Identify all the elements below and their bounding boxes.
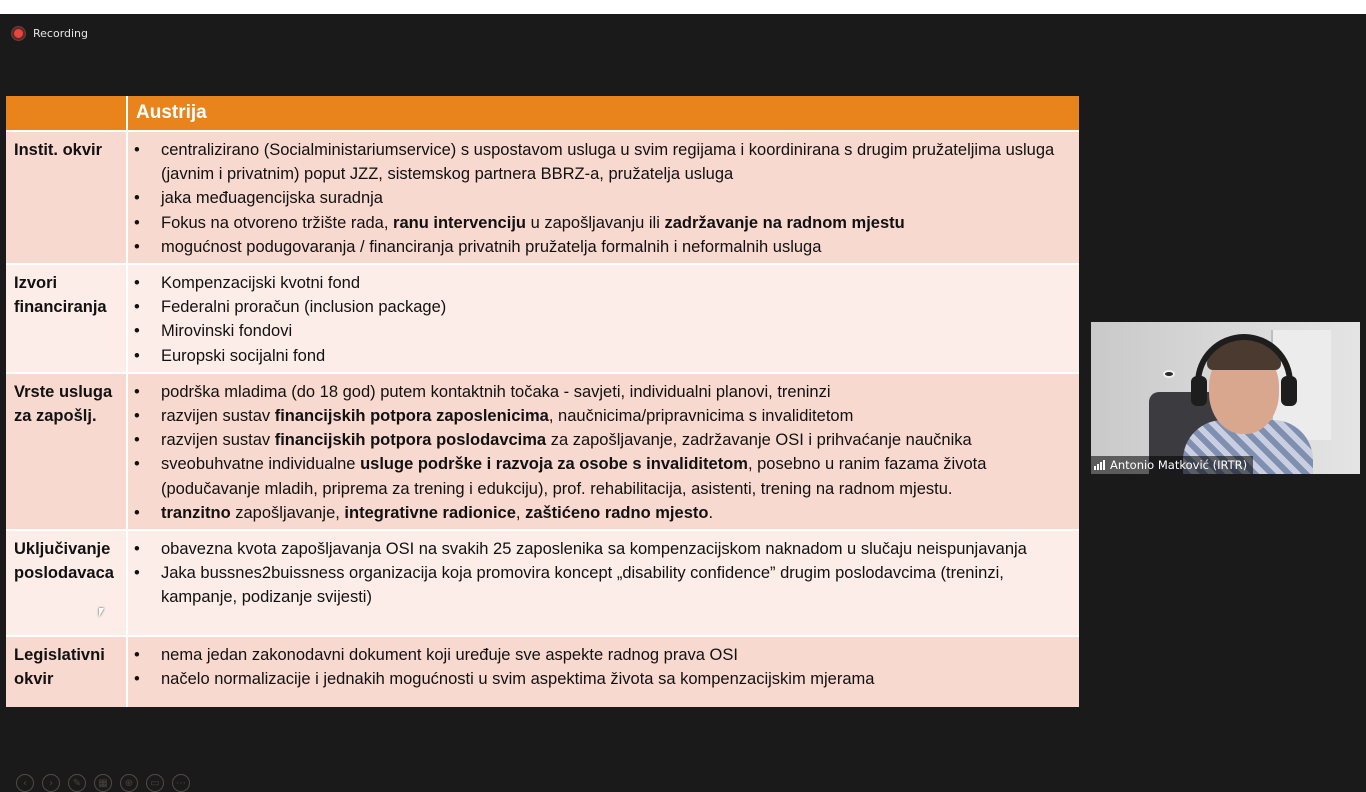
table-row-ukljucivanje-poslodavaca	[6, 530, 1079, 636]
bullet-item	[134, 561, 1073, 609]
row-content	[127, 530, 1079, 636]
bullet-item	[134, 380, 1073, 404]
row-label: Legislativni okvir	[6, 636, 127, 707]
bullet-list	[134, 643, 1073, 691]
headset-left-ear	[1191, 376, 1207, 406]
row-label: Uključivanje poslodavaca	[6, 530, 127, 636]
bullet-text: , naučnicima/pripravnicima s invaliditetom	[548, 407, 854, 426]
bullet-text: zapošljavanje,	[230, 503, 345, 522]
bullet-item	[134, 138, 1073, 186]
signal-bars-icon	[1094, 460, 1105, 470]
bullet-item	[134, 211, 1073, 235]
top-bar	[0, 0, 1366, 14]
bullet-text: sveobuhvatne individualne	[161, 455, 361, 474]
bullet-list	[134, 138, 1073, 259]
bullet-text-bold: zaštićeno radno mjesto	[525, 503, 709, 522]
participant-name-tag	[1091, 456, 1253, 474]
table-body	[6, 131, 1079, 707]
more-icon[interactable]: ⋯	[172, 774, 190, 792]
bullet-text: Jaka bussnes2buissness organizacija koja promovira koncept „disability confidence” drugim poslodavcima (treninzi, kampanje, podizanje svijesti)	[161, 564, 1004, 607]
subtitles-icon[interactable]: ▭	[146, 774, 164, 792]
participant-video-tile[interactable]	[1091, 322, 1360, 474]
bullet-text: u zapošljavanju ili	[525, 213, 665, 232]
bullet-item	[134, 319, 1073, 343]
row-content	[127, 373, 1079, 530]
bullet-text: .	[708, 503, 714, 522]
bullet-text: obavezna kvota zapošljavanja OSI na svakih 25 zaposlenika sa kompenzacijskom naknadom u slučaju neispunjavanja	[161, 540, 1027, 559]
bullet-text: razvijen sustav	[161, 431, 275, 450]
header-cell-country: Austrija	[127, 96, 1079, 131]
bullet-text: načelo normalizacije i jednakih mogućnosti u svim aspektima života sa kompenzacijskim mjerama	[161, 670, 875, 689]
slide-table	[6, 96, 1079, 707]
participant-name: Antonio Matković (IRTR)	[1110, 458, 1248, 472]
bullet-text-bold: financijskih potpora zaposlenicima	[274, 407, 549, 426]
row-label: Vrste usluga za zapošlj.	[6, 373, 127, 530]
bullet-item	[134, 667, 1073, 691]
video-lamp	[1163, 370, 1175, 378]
header-cell-empty	[6, 96, 127, 131]
table-row-instit-okvir	[6, 131, 1079, 264]
bullet-text-bold: integrativne radionice	[344, 503, 516, 522]
bullet-text-bold: tranzitno	[161, 503, 231, 522]
bullet-text: Kompenzacijski kvotni fond	[161, 274, 361, 293]
bullet-text-bold: financijskih potpora poslodavcima	[274, 431, 547, 450]
bullet-text: Federalni proračun (inclusion package)	[161, 298, 447, 317]
table-header-row	[6, 96, 1079, 131]
bullet-text: razvijen sustav	[161, 407, 275, 426]
bullet-text: nema jedan zakonodavni dokument koji uređuje sve aspekte radnog prava OSI	[161, 646, 738, 665]
bullet-text: podrška mladima (do 18 god) putem kontaktnih točaka - savjeti, individualni planovi, treninzi	[161, 382, 831, 401]
next-icon[interactable]: ›	[42, 774, 60, 792]
shared-slide	[6, 96, 1079, 789]
record-dot-icon	[12, 27, 25, 40]
bullet-item	[134, 186, 1073, 210]
recording-indicator	[12, 27, 88, 40]
grid-icon[interactable]: ▦	[94, 774, 112, 792]
headset-right-ear	[1281, 376, 1297, 406]
bullet-item	[134, 235, 1073, 259]
bullet-text: centralizirano (Socialministariumservice) s uspostavom usluga u svim regijama i koordinirana s drugim pružateljima usluga (javnim i privatnim) poput JZZ, sistemskog partnera BBRZ-a, pružatelja usluga	[161, 141, 1055, 184]
prev-icon[interactable]: ‹	[16, 774, 34, 792]
table-row-vrste-usluga	[6, 373, 1079, 530]
row-content	[127, 131, 1079, 264]
row-content	[127, 636, 1079, 707]
bullet-text: Mirovinski fondovi	[161, 322, 293, 341]
row-label: Instit. okvir	[6, 131, 127, 264]
bullet-item	[134, 344, 1073, 368]
bullet-item	[134, 404, 1073, 428]
bullet-item	[134, 428, 1073, 452]
zoom-icon[interactable]: ⊕	[120, 774, 138, 792]
bullet-text-bold: usluge podrške i razvoja za osobe s invaliditetom	[360, 455, 748, 474]
bullet-item	[134, 643, 1073, 667]
table-row-legislativni-okvir	[6, 636, 1079, 707]
bullet-item	[134, 271, 1073, 295]
bullet-text: jaka međuagencijska suradnja	[161, 189, 383, 208]
pen-icon[interactable]: ✎	[68, 774, 86, 792]
slide-annotation-controls[interactable]	[16, 774, 190, 792]
bullet-item	[134, 295, 1073, 319]
bullet-list	[134, 380, 1073, 525]
bullet-text: Europski socijalni fond	[161, 346, 326, 365]
bullet-text-bold: ranu intervenciju	[393, 213, 526, 232]
bullet-list	[134, 271, 1073, 368]
bullet-text-bold: zadržavanje na radnom mjestu	[664, 213, 905, 232]
bullet-text: ,	[515, 503, 526, 522]
table-row-izvori-financiranja	[6, 264, 1079, 373]
recording-label: Recording	[33, 27, 89, 40]
bullet-text: , posebno u ranim fazama života (podučavanje mladih, priprema za trening i edukciju), prof. rehabilitacija, asistenti, trening na radnom mjestu.	[161, 455, 987, 498]
row-content	[127, 264, 1079, 373]
mouse-pointer-icon	[99, 608, 104, 617]
bullet-item	[134, 501, 1073, 525]
bullet-list	[134, 537, 1073, 610]
bullet-item	[134, 452, 1073, 500]
bullet-text: za zapošljavanje, zadržavanje OSI i prihvaćanje naučnika	[546, 431, 972, 450]
bullet-text: mogućnost podugovaranja / financiranja privatnih pružatelja formalnih i neformalnih usluga	[161, 237, 822, 256]
bullet-item	[134, 537, 1073, 561]
bullet-text: Fokus na otvoreno tržište rada,	[161, 213, 394, 232]
row-label: Izvori financiranja	[6, 264, 127, 373]
